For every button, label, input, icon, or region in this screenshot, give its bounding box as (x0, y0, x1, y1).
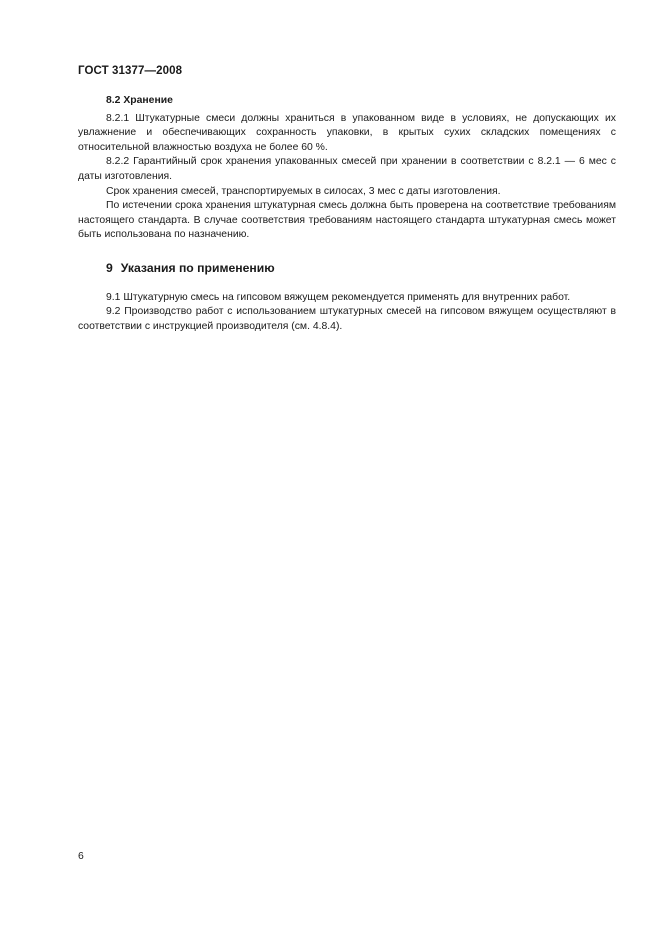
document-body (78, 94, 616, 334)
paragraph-8-2-2: 8.2.2 Гарантийный срок хранения упакованных смесей при хранении в соответствии с 8.2.1 — 6 мес с даты изготовления. (78, 156, 616, 182)
page-number: 6 (78, 851, 84, 862)
document-header: ГОСТ 31377—2008 (78, 65, 183, 77)
paragraph-silo-storage: Срок хранения смесей, транспортируемых в силосах, 3 мес с даты изготовления. (106, 185, 501, 197)
paragraph-9-1: 9.1 Штукатурную смесь на гипсовом вяжущем рекомендуется применять для внутренних работ. (106, 291, 571, 303)
section-title: Указания по применению (120, 260, 275, 275)
paragraph-9-2: 9.2 Производство работ с использованием штукатурных смесей на гипсовом вяжущем осуществляют в соответствии с инструкцией производителя (см. 4.8.4). (78, 306, 616, 332)
paragraph-expiry-check: По истечении срока хранения штукатурная смесь должна быть проверена на соответствие требованиям настоящего стандарта. В случае соответствия требованиям настоящего стандарта штукатурная смесь может быть использована по назначению. (78, 200, 616, 241)
paragraph-8-2-1: 8.2.1 Штукатурные смеси должны храниться в упакованном виде в условиях, не допускающих их увлажнение и обеспечивающих сохранность упаковки, в крытых сухих складских помещениях с относительной влажностью воздуха не более 60 %. (78, 112, 616, 153)
section-number: 9 (106, 260, 113, 275)
section-heading-9 (78, 261, 616, 276)
subsection-heading-8-2: 8.2 Хранение (106, 95, 173, 106)
